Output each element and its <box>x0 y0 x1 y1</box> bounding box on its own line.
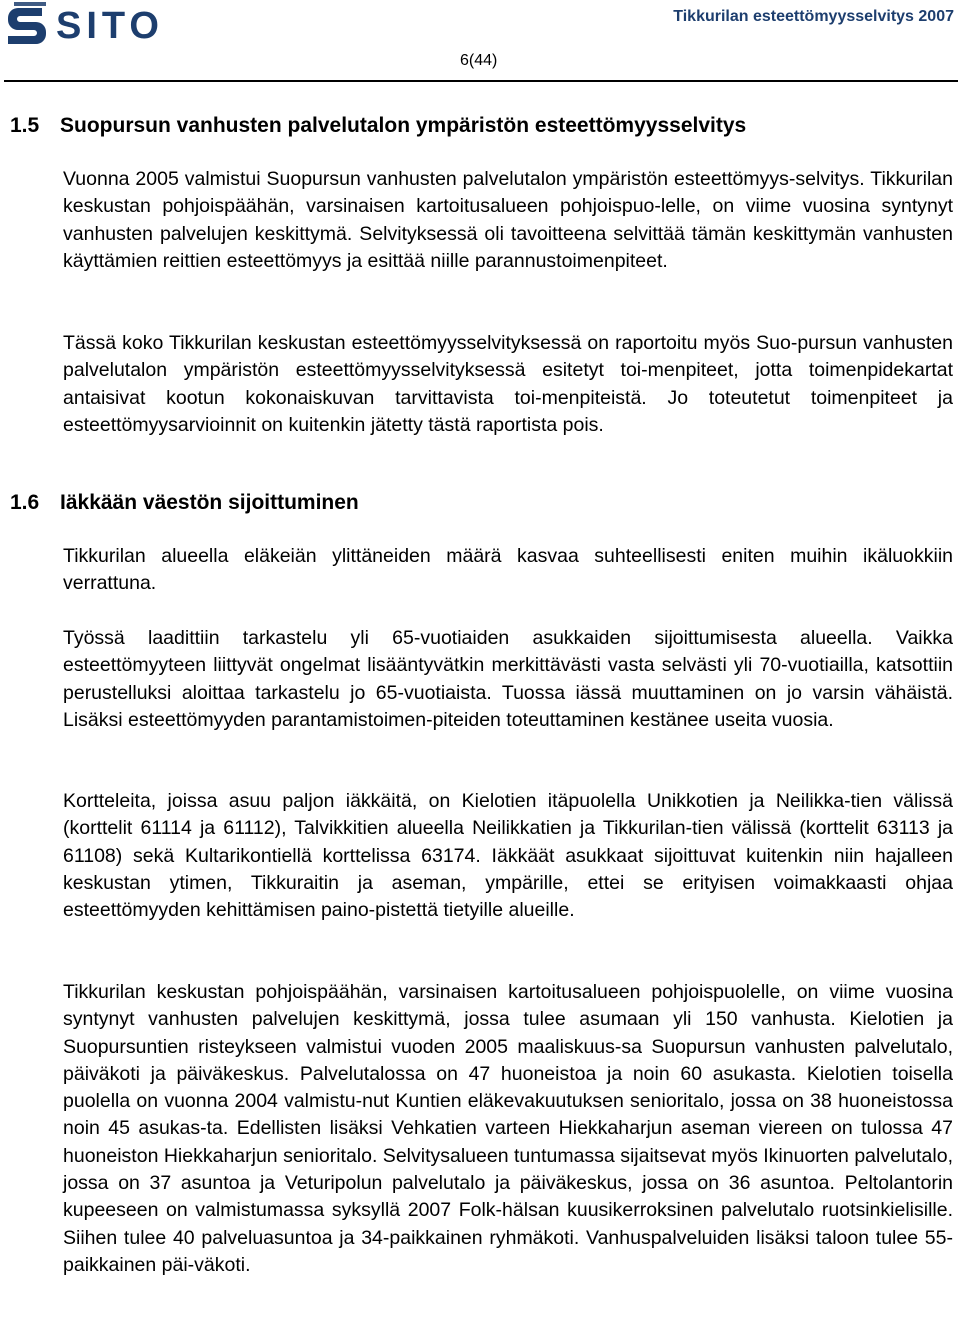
section-title: Suopursun vanhusten palvelutalon ympäristön esteettömyysselvitys <box>60 114 747 137</box>
paragraph: Kortteleita, joissa asuu paljon iäkkäitä, on Kielotien itäpuolella Unikkotien ja Neilikka-tien välissä (korttelit 61114 ja 61112), Talvikkitien alueella Neilikkatien ja Tikkurilan-tien välissä (korttelit 63113 ja 61108) sekä Kultarikontiellä korttelissa 63174. Iäkkäät asukkaat sijoittuvat kuitenkin niin hajalleen keskustan ytimen, Tikkuraitin ja aseman, ympärille, ettei se erityisen voimakkaasti ohjaa esteettömyyden kehittämisen paino-pistettä tietyille alueille. <box>63 790 953 922</box>
section-heading-1-5 <box>10 114 746 138</box>
header-divider <box>4 80 958 82</box>
paragraph: Tässä koko Tikkurilan keskustan esteettömyysselvityksessä on raportoitu myös Suo-pursun vanhusten palvelutalon ympäristön esteettömyysselvityksessä esitetyt toi-menpiteet, jotta toimenpidekartat antaisivat kootun kokonaiskuvan tarvittavista toi-menpiteistä. Jo toteutetut toimenpiteet ja esteettömyysarvioinnit on kuitenkin jätetty tästä raportista pois. <box>63 332 953 436</box>
section-number: 1.6 <box>10 491 40 514</box>
paragraph: Tikkurilan keskustan pohjoispäähän, varsinaisen kartoitusalueen pohjoispuolelle, on viime vuosina syntynyt vanhusten palvelujen keskittymä, jossa tulee asumaan yli 150 vanhusta. Kielotien ja Suopursuntien risteykseen valmistui vuoden 2005 maaliskuus-sa Suopursun vanhusten palvelutalo, päiväkoti ja päiväkeskus. Palvelutalossa on 47 huoneistoa ja noin 60 asukasta. Kielotien toisella puolella on vuonna 2004 valmistu-nut Kuntien eläkevakuutuksen senioritalo, jossa on 38 huoneistossa noin 45 asukas-ta. Edellisten lisäksi Vehkatien varteen Hiekkaharjun aseman viereen on tulossa 47 huoneiston Hiekkaharjun senioritalo. Selvitysalueen tuntumassa sijaitsevat myös Ikinuorten palvelutalo, jossa on 37 asuntoa ja Veturipolun palvelutalo ja päiväkeskus, jossa on 36 asuntoa. Peltolantorin kupeeseen on valmistumassa syksyllä 2007 Folk-hälsan kuusikerroksinen palvelutalo ruotsinkielisille. Siihen tulee 40 palveluasuntoa ja 34-paikkainen ryhmäkoti. Vanhuspalveluiden lisäksi taloon tulee 55-paikkainen päi-väkoti. <box>63 981 953 1276</box>
sito-logo-mark-icon <box>8 2 46 44</box>
logo-text: SITO <box>56 5 164 47</box>
paragraph: Työssä laadittiin tarkastelu yli 65-vuotiaiden asukkaiden sijoittumisesta alueella. Vaikka esteettömyyteen liittyvät ongelmat lisääntyvätkin merkittävästi vasta selvästi yli 70-vuotiailla, katsottiin perustelluksi aloittaa tarkastelu jo 65-vuotiaista. Tuossa iässä muuttaminen on jo varsin vähäistä. Lisäksi esteettömyyden parantamistoimen-piteiden toteuttaminen kestänee useita vuosia. <box>63 627 953 731</box>
page-number: 6(44) <box>460 52 498 69</box>
section-heading-1-6 <box>10 491 359 515</box>
section-number: 1.5 <box>10 114 40 137</box>
document-title: Tikkurilan esteettömyysselvitys 2007 <box>673 8 954 25</box>
paragraph: Vuonna 2005 valmistui Suopursun vanhusten palvelutalon ympäristön esteettömyys-selvitys. Tikkurilan keskustan pohjoispäähän, varsinaisen kartoitusalueen pohjoispuo-lelle, on viime vuosina syntynyt vanhusten palvelujen keskittymä. Selvityksessä oli tavoitteena selvittää tämän keskittymän vanhusten käyttämien reittien esteettömyys ja esittää niille parannustoimenpiteet. <box>63 168 953 272</box>
sito-logo <box>4 0 200 48</box>
section-title: Iäkkään väestön sijoittuminen <box>60 491 359 514</box>
paragraph: Tikkurilan alueella eläkeiän ylittäneiden määrä kasvaa suhteellisesti eniten muihin ikäluokkiin verrattuna. <box>63 545 953 595</box>
